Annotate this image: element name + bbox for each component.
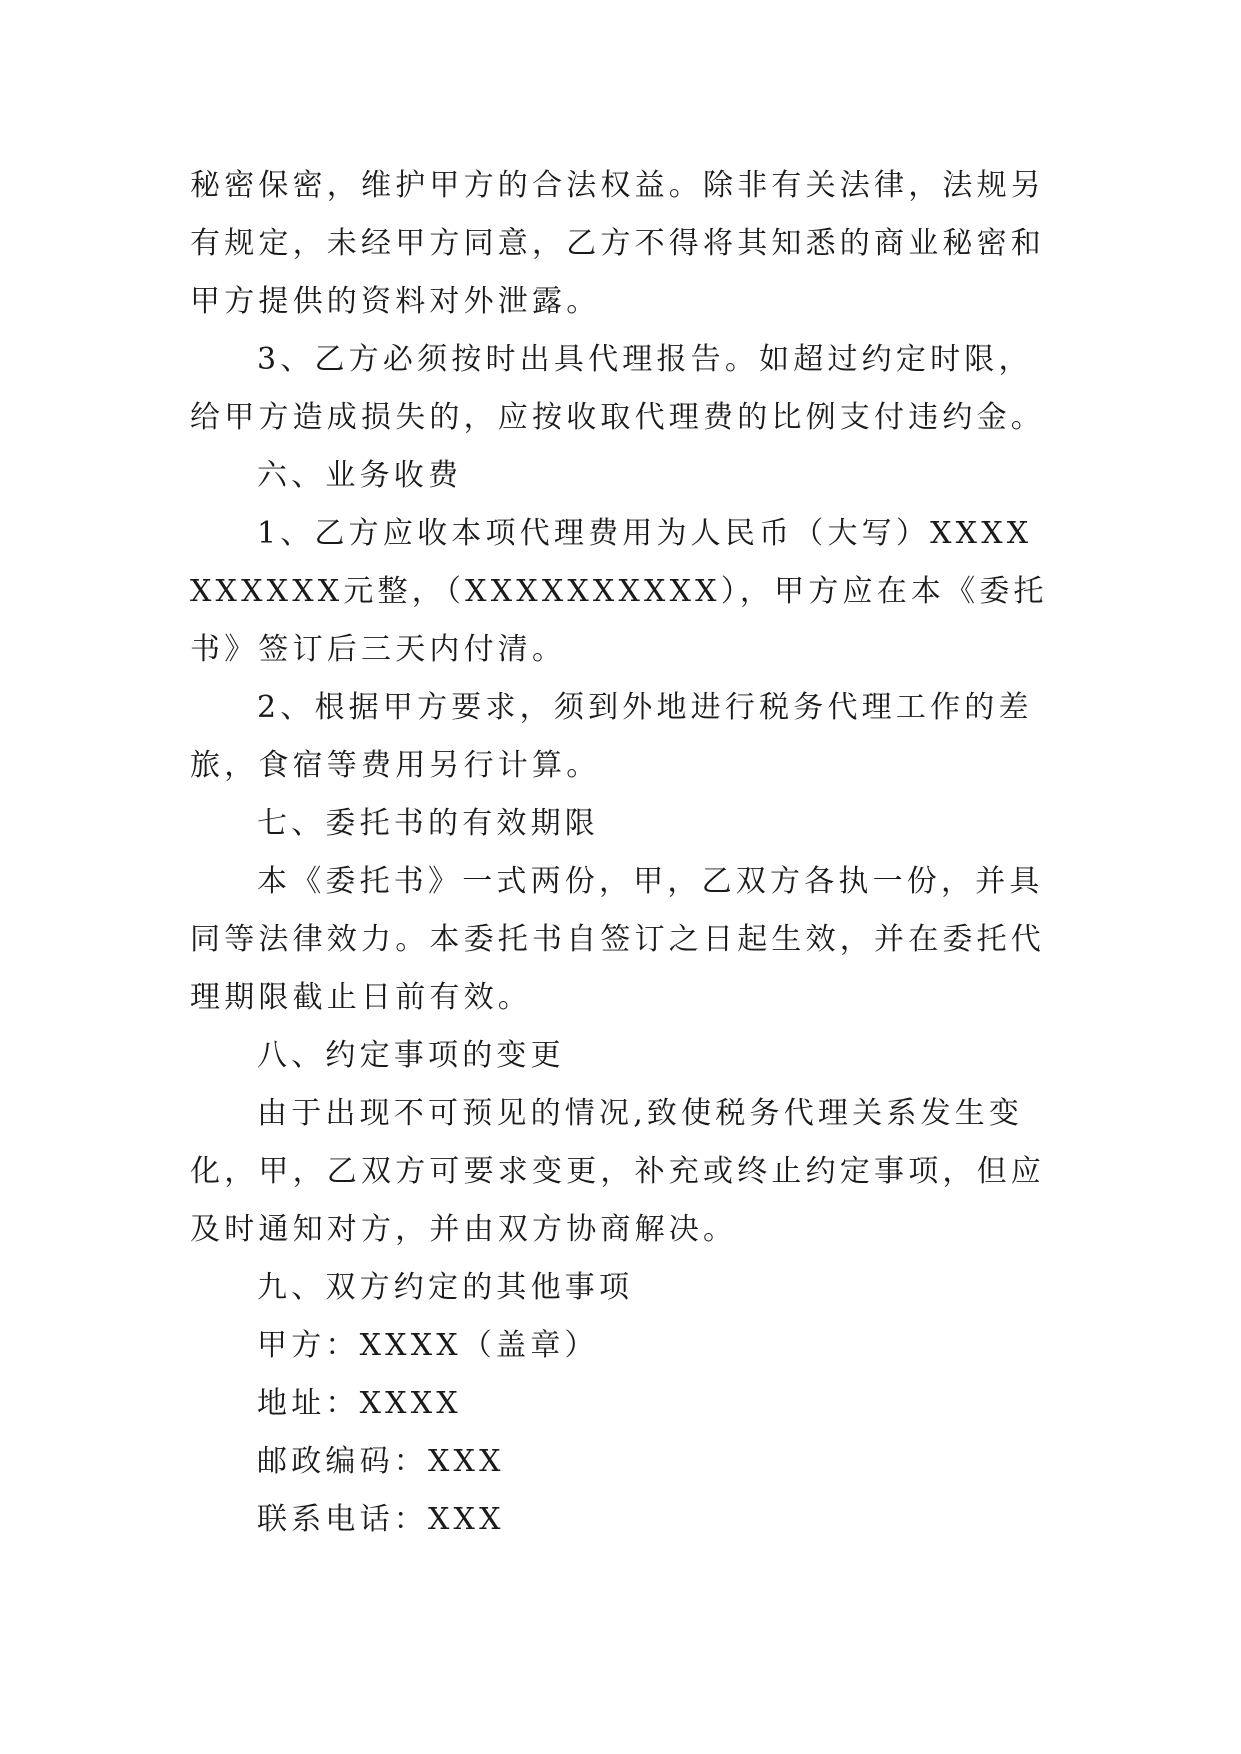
section-heading-changes: 八、约定事项的变更 (257, 1038, 565, 1073)
paragraph-validity: 本《委托书》一式两份，甲，乙双方各执一份，并具同等法律效力。本委托书自签订之日起生效，并在委托代理期限截止日前有效。 (190, 864, 1045, 1015)
address-line: 地址：XXXX (257, 1386, 462, 1421)
paragraph-travel-expenses: 2、根据甲方要求，须到外地进行税务代理工作的差旅，食宿等费用另行计算。 (190, 690, 1033, 783)
paragraph-agency-fee: 1、乙方应收本项代理费用为人民币（大写）XXXXXXXXXX元整，（XXXXXXXXXX），甲方应在本《委托书》签订后三天内付清。 (190, 516, 1048, 667)
section-heading-fees: 六、业务收费 (257, 458, 463, 493)
paragraph-report-deadline: 3、乙方必须按时出具代理报告。如超过约定时限，给甲方造成损失的，应按收取代理费的比例支付违约金。 (190, 342, 1045, 435)
phone-line: 联系电话：XXX (257, 1502, 505, 1537)
paragraph-confidentiality: 秘密保密，维护甲方的合法权益。除非有关法律，法规另有规定，未经甲方同意，乙方不得将其知悉的商业秘密和甲方提供的资料对外泄露。 (190, 168, 1045, 319)
section-heading-other-matters: 九、双方约定的其他事项 (257, 1270, 634, 1305)
paragraph-changes: 由于出现不可预见的情况,致使税务代理关系发生变化，甲，乙双方可要求变更，补充或终止约定事项，但应及时通知对方，并由双方协商解决。 (190, 1096, 1045, 1247)
party-a-line: 甲方：XXXX（盖章） (257, 1328, 599, 1363)
postal-code-line: 邮政编码：XXX (257, 1444, 505, 1479)
section-heading-validity: 七、委托书的有效期限 (257, 806, 599, 841)
document-body (190, 157, 1052, 1549)
